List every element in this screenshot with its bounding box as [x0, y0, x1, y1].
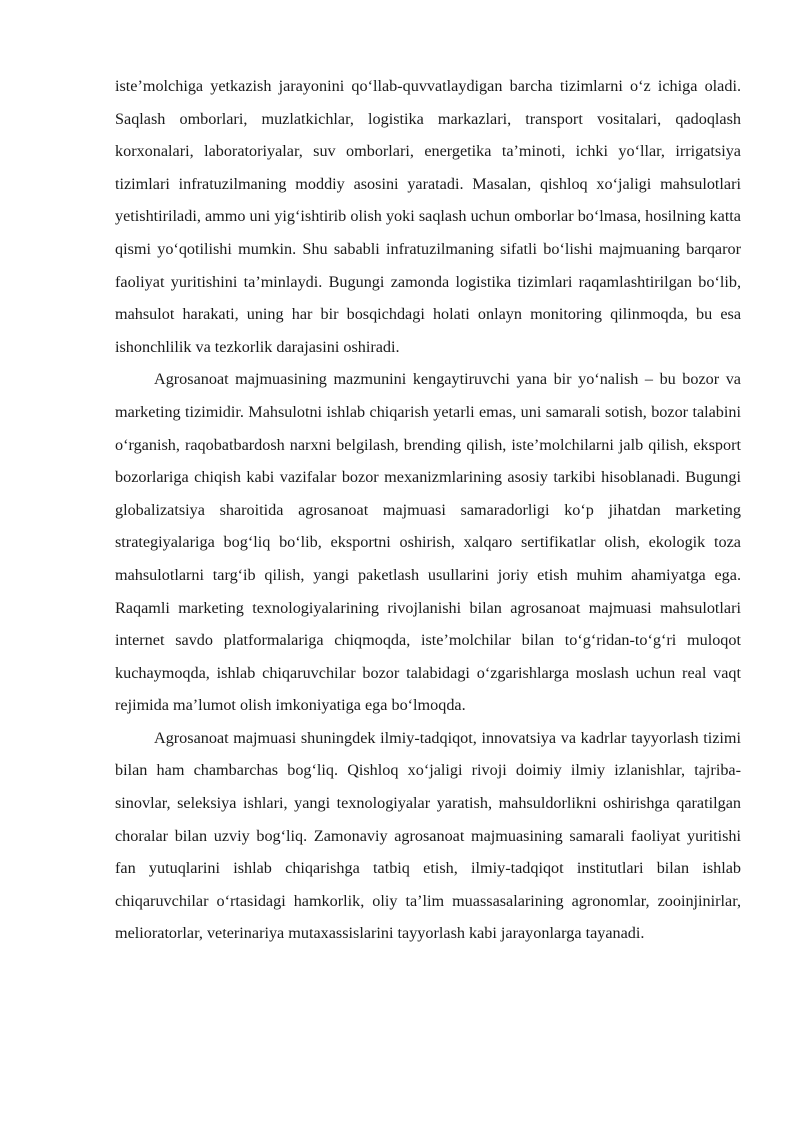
paragraph-research: Agrosanoat majmuasi shuningdek ilmiy-tadqiqot, innovatsiya va kadrlar tayyorlash tizimi bilan ham chambarchas bog‘liq. Qishloq xo‘jaligi rivoji doimiy ilmiy izlanishlar, tajriba-sinovlar, seleksiya ishlari, yangi texnologiyalar yaratish, mahsuldorlikni oshirishga qaratilgan choralar bilan uzviy bog‘liq. Zamonaviy agrosanoat majmuasining samarali faoliyat yuritishi fan yutuqlarini ishlab chiqarishga tatbiq etish, ilmiy-tadqiqot institutlari bilan ishlab chiqaruvchilar o‘rtasidagi hamkorlik, oliy ta’lim muassasalarining agronomlar, zooinjinirlar, melioratorlar, veterinariya mutaxassislarini tayyorlash kabi jarayonlarga tayanadi. [115, 728, 741, 943]
paragraph-continuation: iste’molchiga yetkazish jarayonini qo‘llab-quvvatlaydigan barcha tizimlarni o‘z ichiga oladi. Saqlash omborlari, muzlatkichlar, logistika markazlari, transport vositalari, qadoqlash korxonalari, laboratoriyalar, suv omborlari, energetika ta’minoti, ichki yo‘llar, irrigatsiya tizimlari infratuzilmaning moddiy asosini yaratadi. Masalan, qishloq xo‘jaligi mahsulotlari yetishtiriladi, ammo uni yig‘ishtirib olish yoki saqlash uchun omborlar bo‘lmasa, hosilning katta qismi yo‘qotilishi mumkin. Shu sababli infratuzilmaning sifatli bo‘lishi majmuaning barqaror faoliyat yuritishini ta’minlaydi. Bugungi zamonda logistika tizimlari raqamlashtirilgan bo‘lib, mahsulot harakati, uning har bir bosqichdagi holati onlayn monitoring qilinmoqda, bu esa ishonchlilik va tezkorlik darajasini oshiradi. [115, 77, 741, 356]
paragraph-marketing: Agrosanoat majmuasining mazmunini kengaytiruvchi yana bir yo‘nalish – bu bozor va marketing tizimidir. Mahsulotni ishlab chiqarish yetarli emas, uni samarali sotish, bozor talabini o‘rganish, raqobatbardosh narxni belgilash, brending qilish, iste’molchilarni jalb qilish, eksport bozorlariga chiqish kabi vazifalar bozor mexanizmlarining asosiy tarkibi hisoblanadi. Bugungi globalizatsiya sharoitida agrosanoat majmuasi samaradorligi ko‘p jihatdan marketing strategiyalariga bog‘liq bo‘lib, eksportni oshirish, xalqaro sertifikatlar olish, ekologik toza mahsulotlarni targ‘ib qilish, yangi paketlash usullarini joriy etish muhim ahamiyatga ega. Raqamli marketing texnologiyalarining rivojlanishi bilan agrosanoat majmuasi mahsulotlari internet savdo platformalariga chiqmoqda, iste’molchilar bilan to‘g‘ridan-to‘g‘ri muloqot kuchaymoqda, ishlab chiqaruvchilar bozor talabidagi o‘zgarishlarga moslash uchun real vaqt rejimida ma’lumot olish imkoniyatiga ega bo‘lmoqda. [115, 370, 741, 715]
document-page [115, 70, 741, 950]
